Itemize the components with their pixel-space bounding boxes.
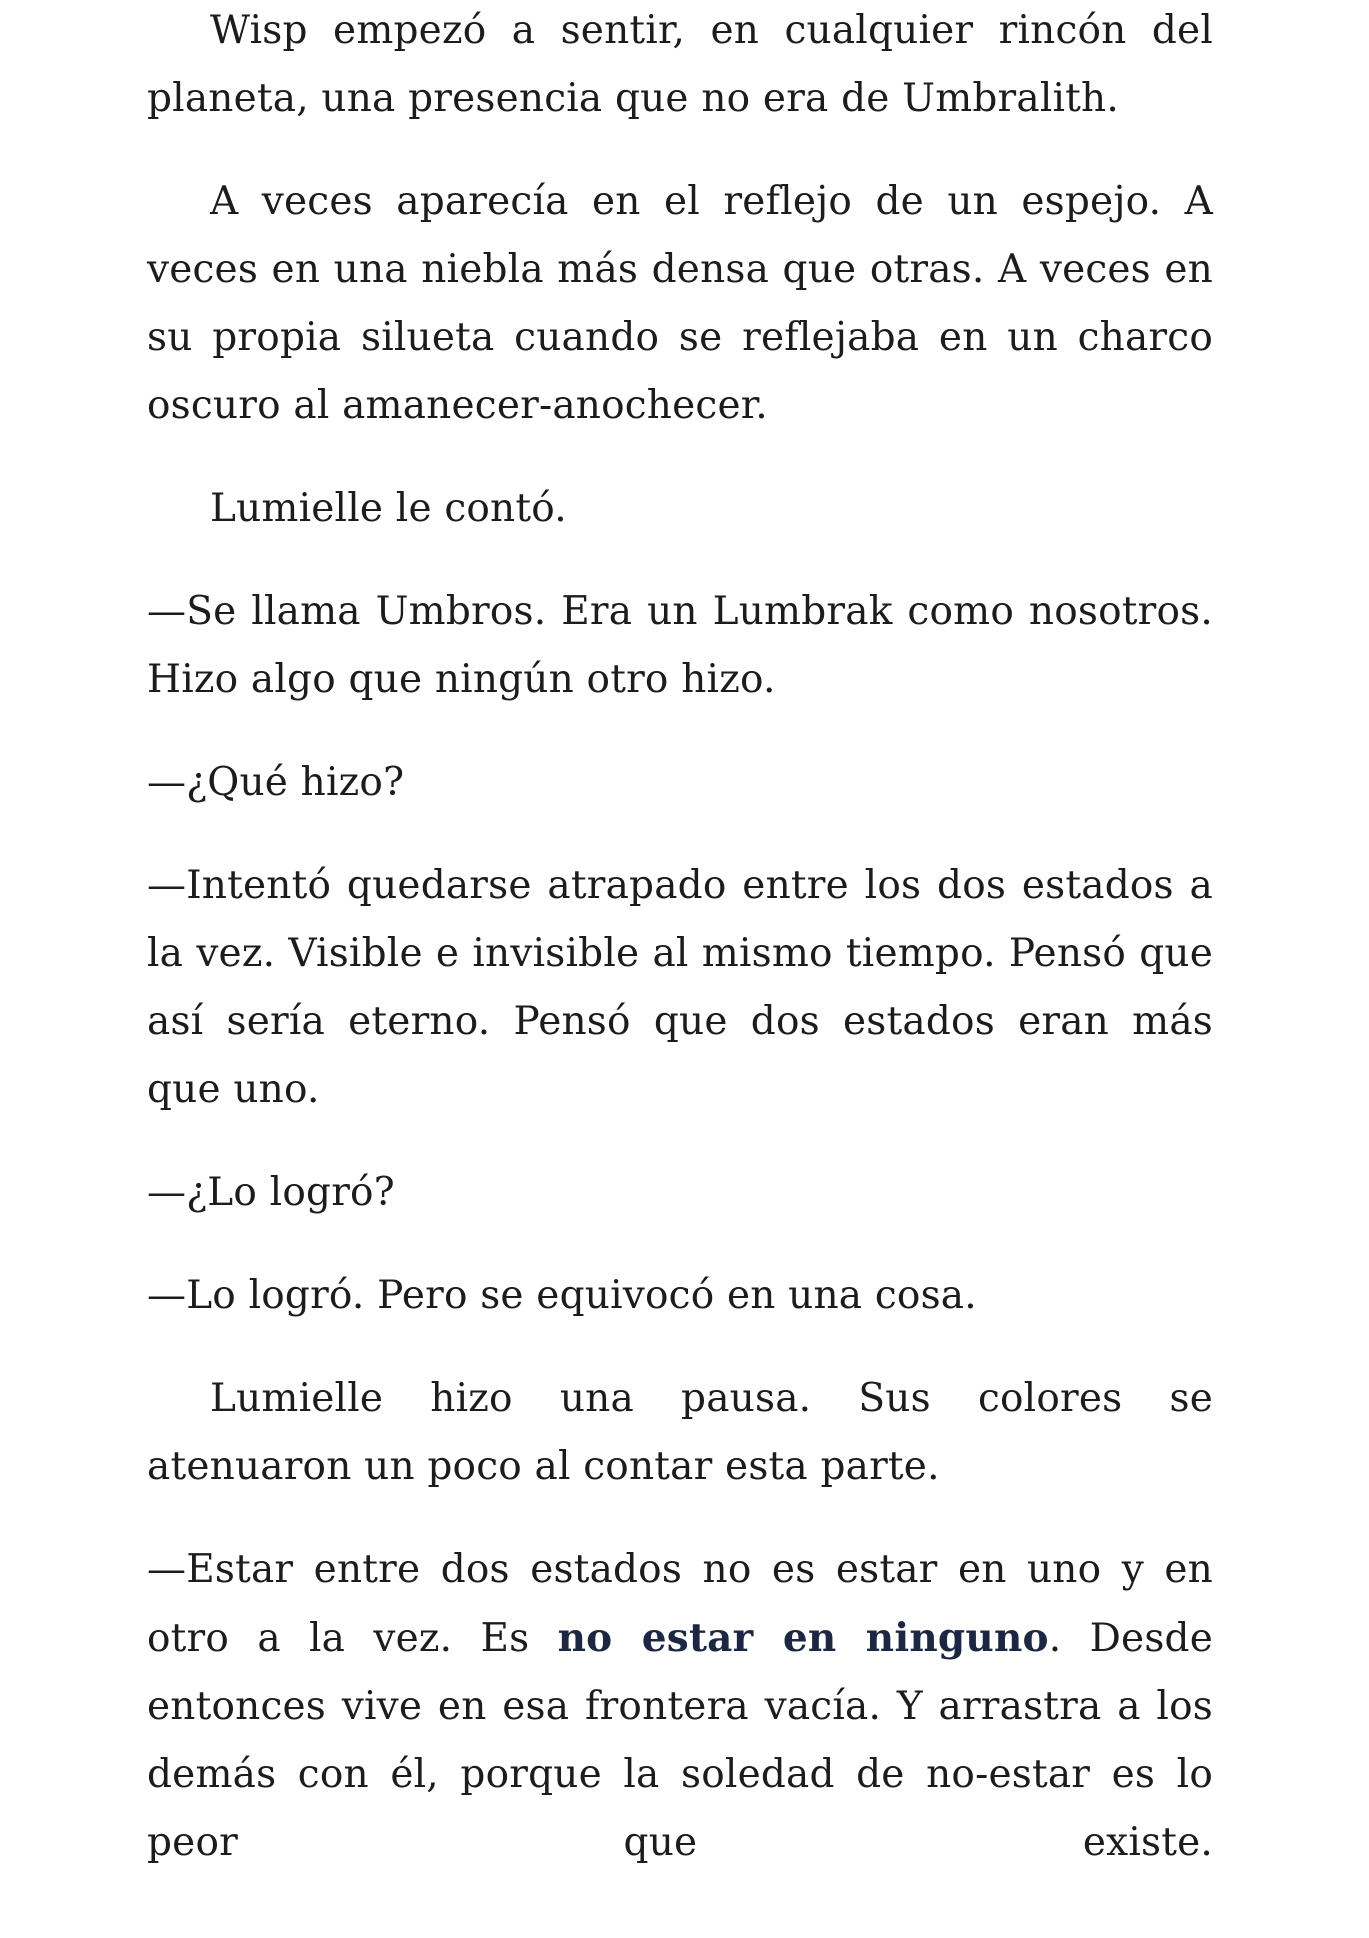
paragraph-2: A veces aparecía en el reflejo de un espejo. A veces en una niebla más densa que otras. A veces en su propia silueta cuando se reflejaba en un charco oscuro al amanecer-anochecer. (147, 179, 1213, 428)
paragraph-9: Lumielle hizo una pausa. Sus colores se atenuaron un poco al contar esta parte. (147, 1376, 1213, 1489)
paragraph-10 (147, 1536, 1213, 1877)
emphasis-text: no estar en ninguno (557, 1615, 1049, 1661)
document-page (147, 0, 1213, 1912)
paragraph-7: —¿Lo logró? (147, 1170, 395, 1215)
paragraph-8: —Lo logró. Pero se equivocó en una cosa. (147, 1273, 977, 1318)
paragraph-5: —¿Qué hizo? (147, 760, 405, 805)
paragraph-1: Wisp empezó a sentir, en cualquier rincón del planeta, una presencia que no era de Umbralith. (147, 8, 1213, 121)
paragraph-10-start: —Estar entre dos estados no es estar en uno y en otro a la vez. Es (147, 1547, 1213, 1661)
paragraph-4: —Se llama Umbros. Era un Lumbrak como nosotros. Hizo algo que ningún otro hizo. (147, 589, 1213, 702)
paragraph-6: —Intentó quedarse atrapado entre los dos estados a la vez. Visible e invisible al mismo tiempo. Pensó que así sería eterno. Pensó que dos estados eran más que uno. (147, 863, 1213, 1112)
paragraph-3: Lumielle le contó. (210, 486, 567, 531)
paragraph-10-end: . Desde entonces vive en esa frontera vacía. Y arrastra a los demás con él, porque la soledad de no-estar es lo peor que existe. (147, 1616, 1213, 1865)
